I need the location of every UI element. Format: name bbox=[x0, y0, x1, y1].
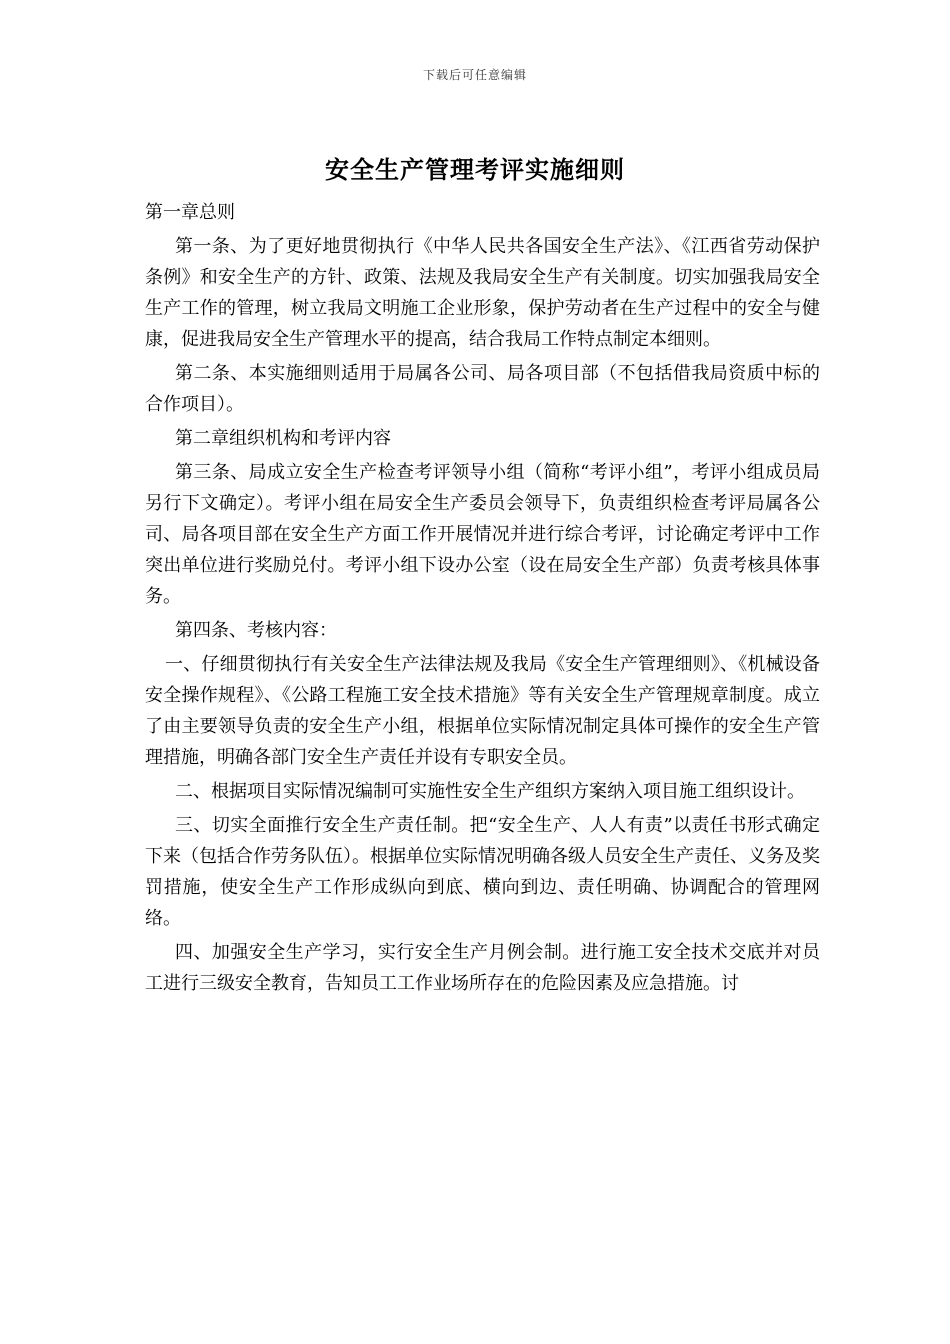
paragraph: 三、切实全面推行安全生产责任制。把“安全生产、人人有责”以责任书形式确定下来（包括合作劳务队伍）。根据单位实际情况明确各级人员安全生产责任、义务及奖罚措施，使安全生产工作形成纵向到底、横向到边、责任明确、协调配合的管理网络。 bbox=[145, 815, 820, 929]
paragraph: 四、加强安全生产学习，实行安全生产月例会制。进行施工安全技术交底并对员工进行三级安全教育，告知员工工作业场所存在的危险因素及应急措施。讨 bbox=[145, 942, 820, 994]
paragraph: 二、根据项目实际情况编制可实施性安全生产组织方案纳入项目施工组织设计。 bbox=[175, 781, 805, 802]
document-body bbox=[145, 197, 820, 1002]
chapter-heading: 第一章总则 bbox=[145, 202, 235, 223]
paragraph: 一、仔细贯彻执行有关安全生产法律法规及我局《安全生产管理细则》、《机械设备安全操作规程》、《公路工程施工安全技术措施》等有关安全生产管理规章制度。成立了由主要领导负责的安全生产小组，根据单位实际情况制定具体可操作的安全生产管理措施，明确各部门安全生产责任并设有专职安全员。 bbox=[145, 654, 820, 768]
paragraph: 第四条、考核内容： bbox=[175, 620, 337, 641]
paragraph: 第三条、局成立安全生产检查考评领导小组（简称“考评小组”，考评小组成员局另行下文确定）。考评小组在局安全生产委员会领导下，负责组织检查考评局属各公司、局各项目部在安全生产方面工作开展情况并进行综合考评，讨论确定考评中工作突出单位进行奖励兑付。考评小组下设办公室（设在局安全生产部）负责考核具体事务。 bbox=[145, 462, 820, 607]
header-note: 下载后可任意编辑 bbox=[422, 68, 527, 82]
paragraph: 第一条、为了更好地贯彻执行《中华人民共各国安全生产法》、《江西省劳动保护条例》和安全生产的方针、政策、法规及我局安全生产有关制度。切实加强我局安全生产工作的管理，树立我局文明施工企业形象，保护劳动者在生产过程中的安全与健康，促进我局安全生产管理水平的提高，结合我局工作特点制定本细则。 bbox=[145, 236, 820, 350]
paragraph: 第二条、本实施细则适用于局属各公司、局各项目部（不包括借我局资质中标的合作项目）。 bbox=[145, 363, 820, 415]
document-title: 安全生产管理考评实施细则 bbox=[325, 155, 625, 184]
chapter-heading: 第二章组织机构和考评内容 bbox=[175, 428, 391, 449]
